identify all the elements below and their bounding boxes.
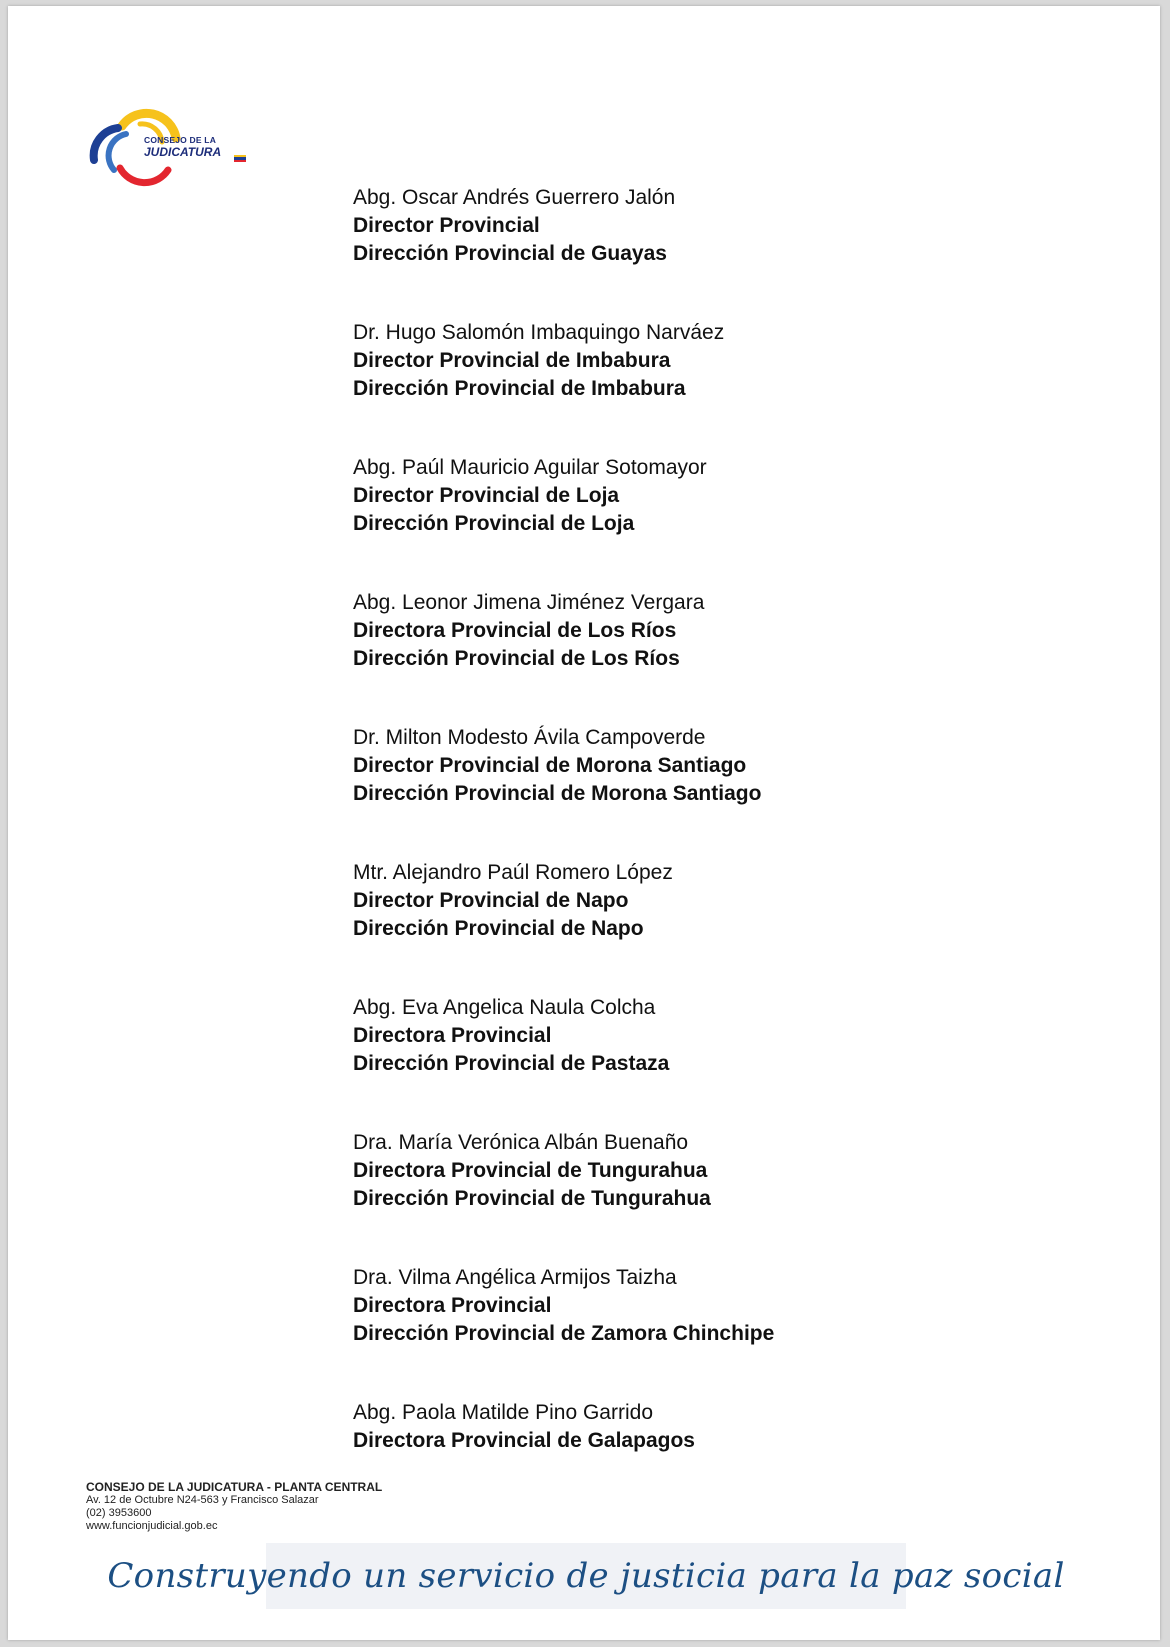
signatory-name: Abg. Eva Angelica Naula Colcha: [353, 996, 656, 1019]
logo-line1: CONSEJO DE LA: [144, 135, 217, 145]
signatory-block: [353, 454, 774, 589]
footer-address-line: Av. 12 de Octubre N24-563 y Francisco Salazar: [86, 1494, 319, 1506]
signatory-department: Dirección Provincial de Imbabura: [353, 377, 686, 400]
ecuador-flag-icon: [234, 155, 246, 162]
footer-phone: (02) 3953600: [86, 1507, 152, 1519]
signatory-title: Director Provincial de Loja: [353, 484, 620, 507]
signatory-name: Dra. María Verónica Albán Buenaño: [353, 1131, 689, 1154]
signatory-name: Abg. Paúl Mauricio Aguilar Sotomayor: [353, 456, 707, 479]
signatory-block: [353, 859, 774, 994]
signatory-name: Abg. Oscar Andrés Guerrero Jalón: [353, 186, 676, 209]
footer-address: [86, 1480, 382, 1533]
signatory-department: Dirección Provincial de Zamora Chinchipe: [353, 1322, 775, 1345]
signatory-name: Dr. Hugo Salomón Imbaquingo Narváez: [353, 321, 725, 344]
signatory-block: [353, 319, 774, 454]
signatory-title: Directora Provincial: [353, 1024, 552, 1047]
signatory-block: [353, 184, 774, 319]
signatory-title: Directora Provincial de Galapagos: [353, 1429, 695, 1452]
signatory-block: [353, 1129, 774, 1264]
signatory-block: [353, 589, 774, 724]
signatory-title: Directora Provincial de Los Ríos: [353, 619, 677, 642]
signatory-department: Dirección Provincial de Los Ríos: [353, 647, 680, 670]
signatory-block: [353, 1399, 774, 1534]
signatory-title: Director Provincial: [353, 214, 540, 237]
signatory-name: Dr. Milton Modesto Ávila Campoverde: [353, 726, 706, 749]
signatory-title: Directora Provincial de Tungurahua: [353, 1159, 708, 1182]
logo-line2: JUDICATURA: [144, 144, 222, 159]
signatory-name: Abg. Leonor Jimena Jiménez Vergara: [353, 591, 705, 614]
footer-website: www.funcionjudicial.gob.ec: [86, 1520, 218, 1532]
signatory-name: Abg. Paola Matilde Pino Garrido: [353, 1401, 653, 1424]
signatory-name: Mtr. Alejandro Paúl Romero López: [353, 861, 673, 884]
signatory-block: [353, 1264, 774, 1399]
signatory-department: Dirección Provincial de Tungurahua: [353, 1187, 711, 1210]
signatory-department: Dirección Provincial de Guayas: [353, 242, 667, 265]
signatory-block: [353, 994, 774, 1129]
signatory-department: Dirección Provincial de Loja: [353, 512, 635, 535]
signatory-department: Dirección Provincial de Morona Santiago: [353, 782, 762, 805]
signatory-department: Dirección Provincial de Pastaza: [353, 1052, 670, 1075]
judicatura-logo: [84, 98, 254, 202]
signatory-name: Dra. Vilma Angélica Armijos Taizha: [353, 1266, 677, 1289]
footer-org: CONSEJO DE LA JUDICATURA - PLANTA CENTRAL: [86, 1480, 383, 1494]
document-page: [8, 6, 1160, 1640]
signatory-title: Director Provincial de Imbabura: [353, 349, 671, 372]
signatory-title: Director Provincial de Napo: [353, 889, 629, 912]
slogan-text: Construyendo un servicio de justicia para la paz social: [107, 1556, 1065, 1596]
signatory-title: Director Provincial de Morona Santiago: [353, 754, 747, 777]
signatory-title: Directora Provincial: [353, 1294, 552, 1317]
slogan-banner: [107, 1543, 1065, 1609]
signatories-list: [353, 184, 774, 1534]
signatory-department: Dirección Provincial de Napo: [353, 917, 644, 940]
signatory-block: [353, 724, 774, 859]
